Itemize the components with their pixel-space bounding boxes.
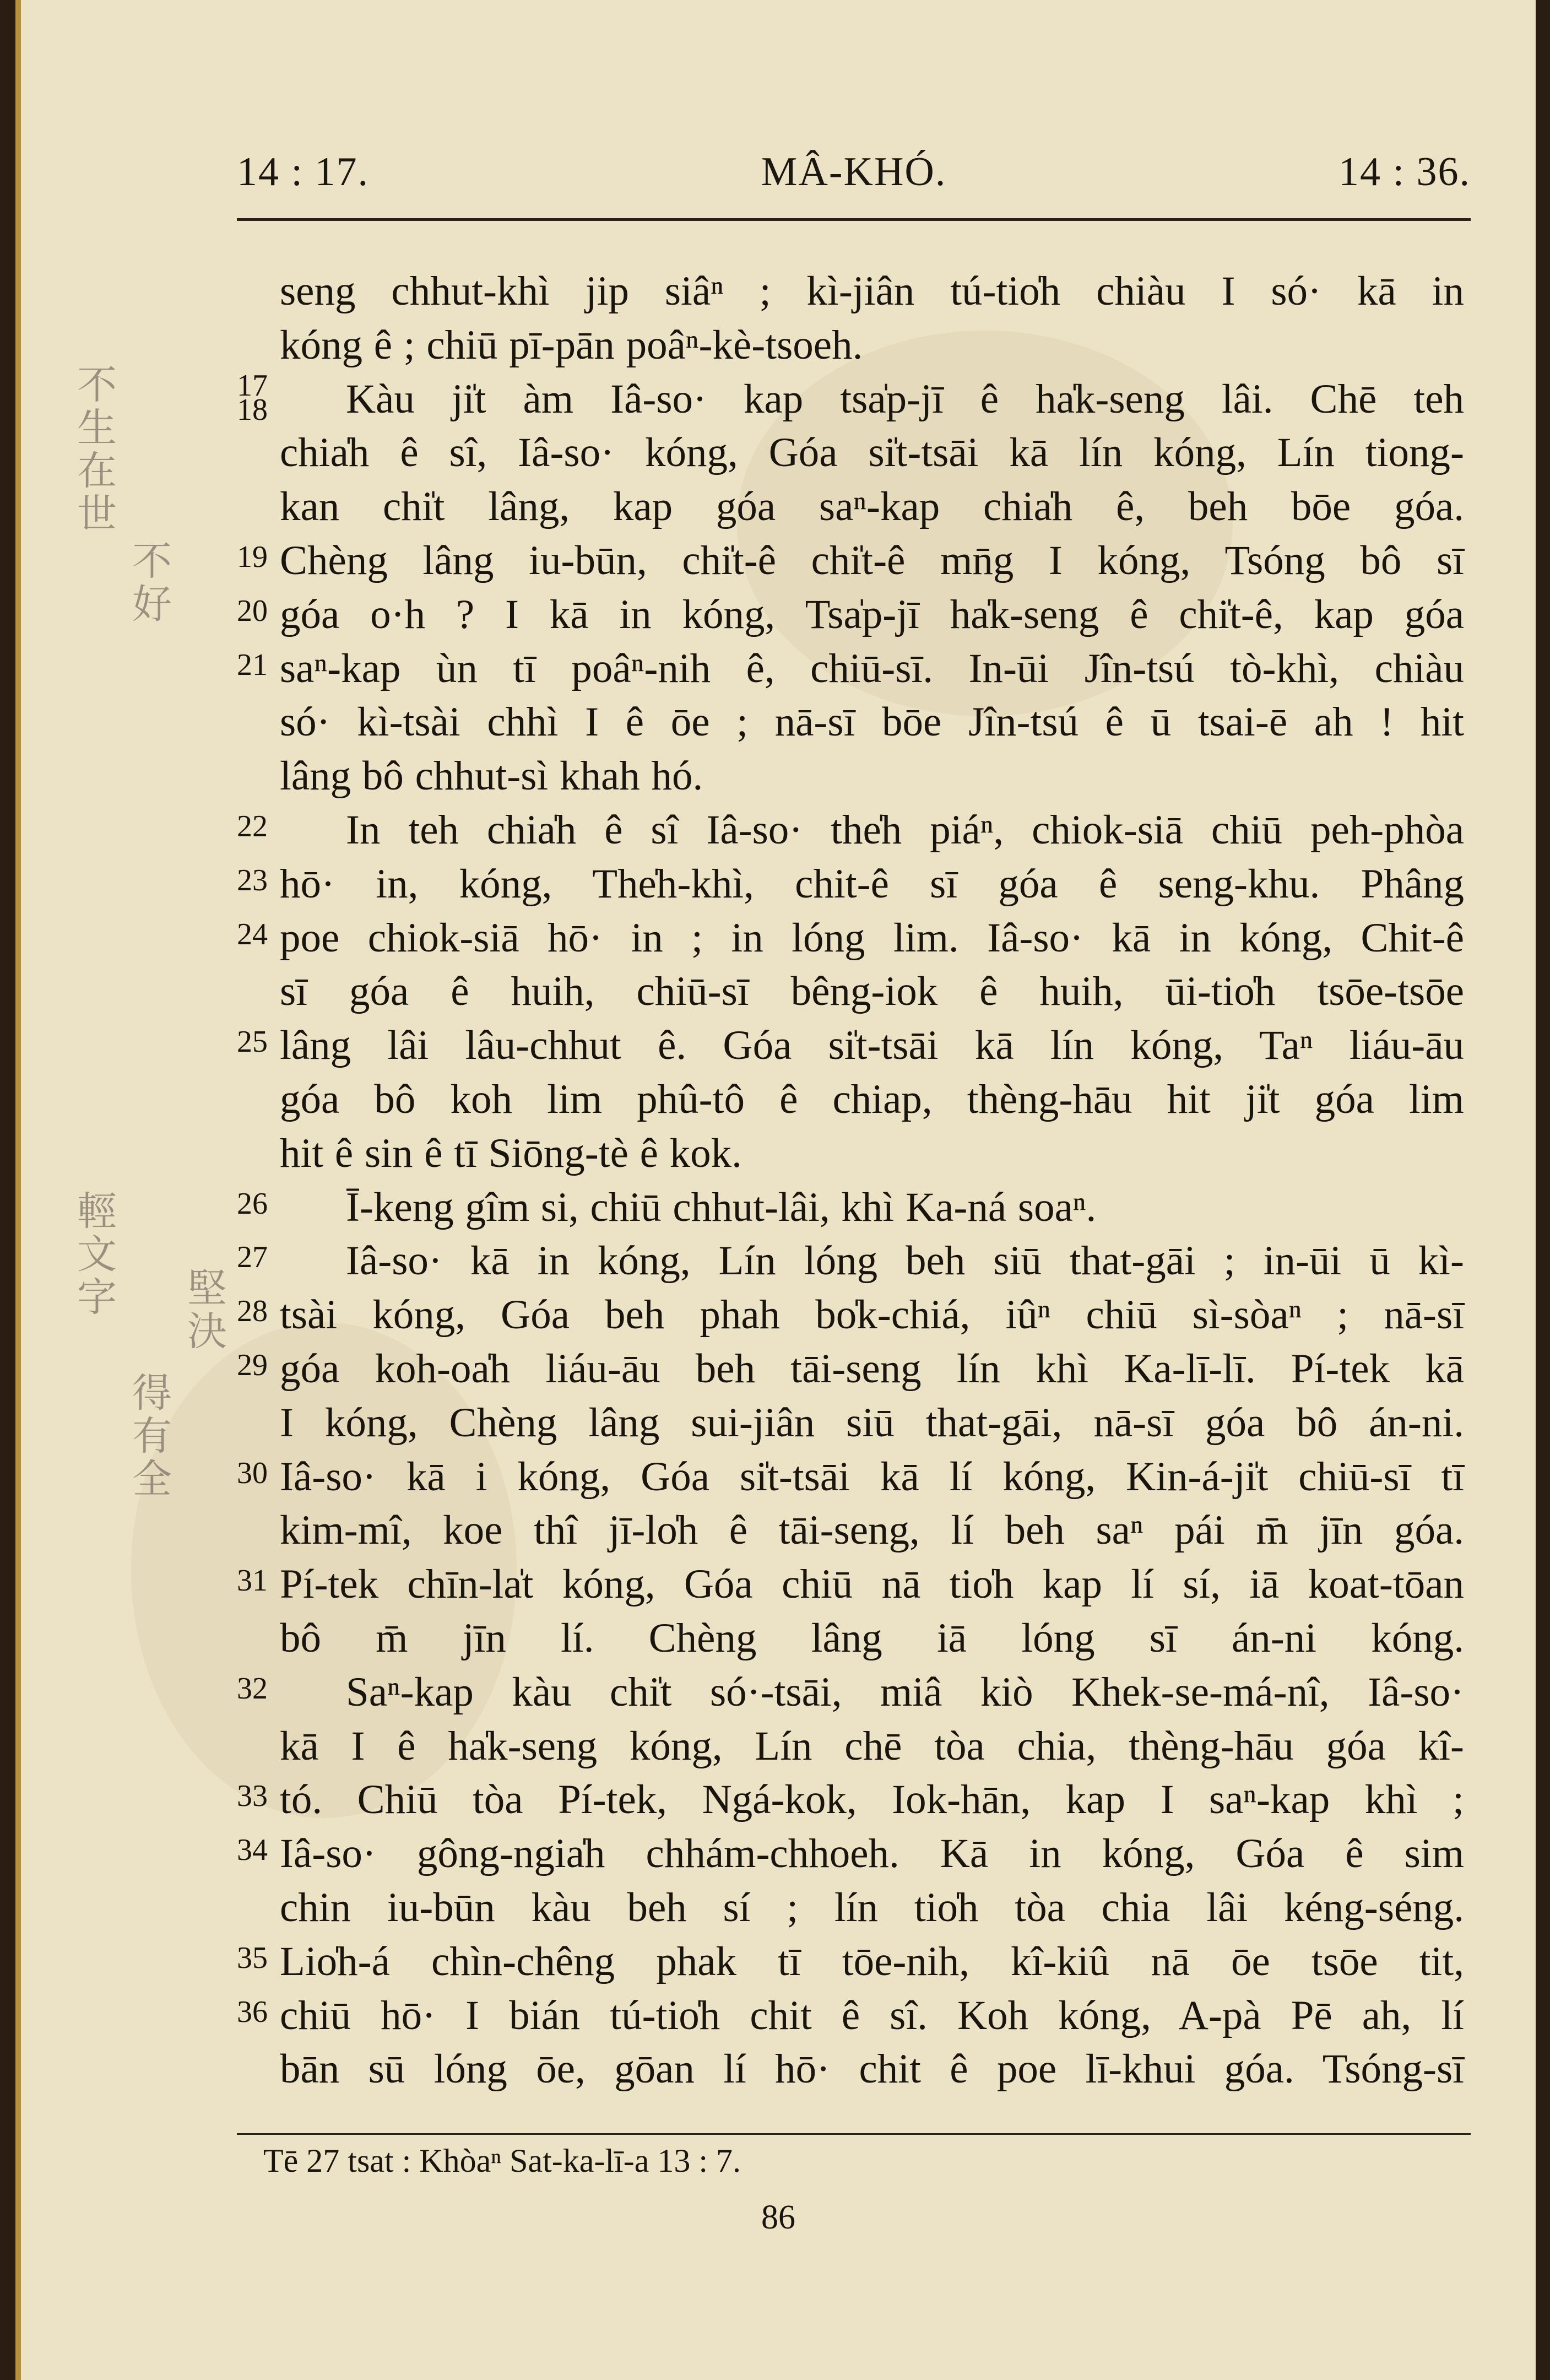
verse-number: 32	[237, 1671, 268, 1706]
text-line: Saⁿ-kap kàu chi̍t só·-tsāi, miâ kiò Khek-se-má-nî, Iâ-so·	[346, 1669, 1464, 1715]
text-line: sī góa ê huih, chiū-sī bêng-iok ê huih, ūi-tio̍h tsōe-tsōe	[280, 969, 1464, 1015]
text-line: lâng bô chhut-sì khah hó.	[280, 753, 703, 799]
verse-number: 31	[237, 1564, 268, 1598]
text-line: hit ê sin ê tī Siōng-tè ê kok.	[280, 1130, 742, 1176]
text-line: kā I ê ha̍k-seng kóng, Lín chē tòa chia, thèng-hāu góa kî-	[280, 1723, 1464, 1769]
verse-number: 33	[237, 1779, 268, 1814]
margin-note: 輕文字	[71, 1190, 117, 1319]
text-line: kan chi̍t lâng, kap góa saⁿ-kap chia̍h ê, beh bōe góa.	[280, 484, 1464, 530]
text-line: chin iu-būn kàu beh sí ; lín tio̍h tòa chia lâi kéng-séng.	[280, 1884, 1464, 1930]
text-line: Ī-keng gîm si, chiū chhut-lâi, khì Ka-ná soaⁿ.	[346, 1184, 1097, 1230]
margin-note: 堅決	[181, 1267, 227, 1353]
margin-note: 不生在世	[71, 364, 117, 536]
text-line: Iâ-so· gông-ngia̍h chhám-chhoeh. Kā in kóng, Góa ê sim	[280, 1831, 1464, 1877]
text-line: hō· in, kóng, The̍h-khì, chit-ê sī góa ê seng-khu. Phâng	[280, 861, 1464, 907]
running-header	[237, 138, 1471, 209]
text-line: kóng ê ; chiū pī-pān poâⁿ-kè-tsoeh.	[280, 322, 863, 368]
verse-number: 17	[237, 368, 268, 403]
verse-number: 24	[237, 917, 268, 951]
text-line: Lio̍h-á chìn-chêng phak tī tōe-nih, kî-kiû nā ōe tsōe tit,	[280, 1938, 1464, 1984]
footnote: Tē 27 tsat : Khòaⁿ Sat-ka-lī-a 13 : 7.	[263, 2143, 741, 2179]
scripture-text-block	[280, 264, 1464, 2096]
text-line: Pí-tek chīn-la̍t kóng, Góa chiū nā tio̍h kap lí sí, iā koat-tōan	[280, 1561, 1464, 1608]
text-line: Chèng lâng iu-būn, chi̍t-ê chi̍t-ê mn̄g I kóng, Tsóng bô sī	[280, 537, 1464, 583]
text-line: tsài kóng, Góa beh phah bo̍k-chiá, iûⁿ chiū sì-sòaⁿ ; nā-sī	[280, 1292, 1464, 1338]
text-line: poe chiok-siā hō· in ; in lóng lim. Iâ-so· kā in kóng, Chit-ê	[280, 915, 1464, 961]
header-book-title: MÂ-KHÓ.	[761, 149, 947, 194]
text-line: góa koh-oa̍h liáu-āu beh tāi-seng lín khì Ka-lī-lī. Pí-tek kā	[280, 1345, 1464, 1392]
book-page	[15, 0, 1536, 2380]
verse-number: 19	[237, 540, 268, 574]
text-line: Iâ-so· kā i kóng, Góa si̍t-tsāi kā lí kóng, Kin-á-ji̍t chiū-sī tī	[280, 1453, 1464, 1500]
text-line: bô m̄ jīn lí. Chèng lâng iā lóng sī án-ni kóng.	[280, 1615, 1464, 1661]
verse-number: 36	[237, 1994, 268, 2029]
verse-number: 18	[237, 392, 268, 427]
verse-number: 21	[237, 647, 268, 682]
verse-number: 29	[237, 1348, 268, 1382]
header-rule	[237, 218, 1471, 221]
verse-number: 20	[237, 593, 268, 628]
text-line: chia̍h ê sî, Iâ-so· kóng, Góa si̍t-tsāi kā lín kóng, Lín tiong-	[280, 430, 1464, 476]
margin-note: 不好	[126, 540, 172, 626]
header-left-reference: 14 : 17.	[237, 149, 370, 194]
page-number: 86	[761, 2199, 795, 2236]
text-line: kim-mî, koe thî jī-lo̍h ê tāi-seng, lí beh saⁿ pái m̄ jīn góa.	[280, 1507, 1464, 1554]
verse-number: 30	[237, 1456, 268, 1490]
verse-number: 35	[237, 1940, 268, 1975]
text-line: lâng lâi lâu-chhut ê. Góa si̍t-tsāi kā lín kóng, Taⁿ liáu-āu	[280, 1023, 1464, 1069]
text-line: seng chhut-khì jip siâⁿ ; kì-jiân tú-tio̍h chiàu I só· kā in	[280, 268, 1464, 314]
text-line: Iâ-so· kā in kóng, Lín lóng beh siū that-gāi ; in-ūi ū kì-	[346, 1238, 1464, 1284]
verse-number: 26	[237, 1186, 268, 1221]
verse-number: 27	[237, 1240, 268, 1275]
verse-number: 22	[237, 809, 268, 843]
verse-number: 23	[237, 863, 268, 897]
text-line: chiū hō· I bián tú-tio̍h chit ê sî. Koh kóng, A-pà Pē ah, lí	[280, 1992, 1464, 2038]
text-line: In teh chia̍h ê sî Iâ-so· the̍h piáⁿ, chiok-siā chiū peh-phòa	[346, 807, 1464, 853]
verse-number: 34	[237, 1833, 268, 1868]
text-line: góa o·h ? I kā in kóng, Tsa̍p-jī ha̍k-seng ê chi̍t-ê, kap góa	[280, 591, 1464, 637]
header-right-reference: 14 : 36.	[1338, 149, 1471, 194]
text-line: Kàu ji̍t àm Iâ-so· kap tsa̍p-jī ê ha̍k-seng lâi. Chē teh	[346, 376, 1464, 422]
text-line: só· kì-tsài chhì I ê ōe ; nā-sī bōe Jîn-tsú ê ū tsai-ē ah ! hit	[280, 699, 1464, 745]
text-line: góa bô koh lim phû-tô ê chiap, thèng-hāu hit ji̍t góa lim	[280, 1076, 1464, 1122]
verse-number: 28	[237, 1294, 268, 1329]
handwritten-margin-notes	[59, 353, 247, 1510]
text-line: saⁿ-kap ùn tī poâⁿ-nih ê, chiū-sī. In-ūi Jîn-tsú tò-khì, chiàu	[280, 645, 1464, 691]
text-line: bān sū lóng ōe, gōan lí hō· chit ê poe lī-khui góa. Tsóng-sī	[280, 2046, 1464, 2092]
verse-number: 25	[237, 1025, 268, 1059]
margin-note: 得有全	[126, 1372, 172, 1501]
footnote-rule	[237, 2133, 1471, 2135]
text-line: tó. Chiū tòa Pí-tek, Ngá-kok, Iok-hān, kap I saⁿ-kap khì ;	[280, 1777, 1464, 1823]
text-line: I kóng, Chèng lâng sui-jiân siū that-gāi, nā-sī góa bô án-ni.	[280, 1399, 1464, 1446]
